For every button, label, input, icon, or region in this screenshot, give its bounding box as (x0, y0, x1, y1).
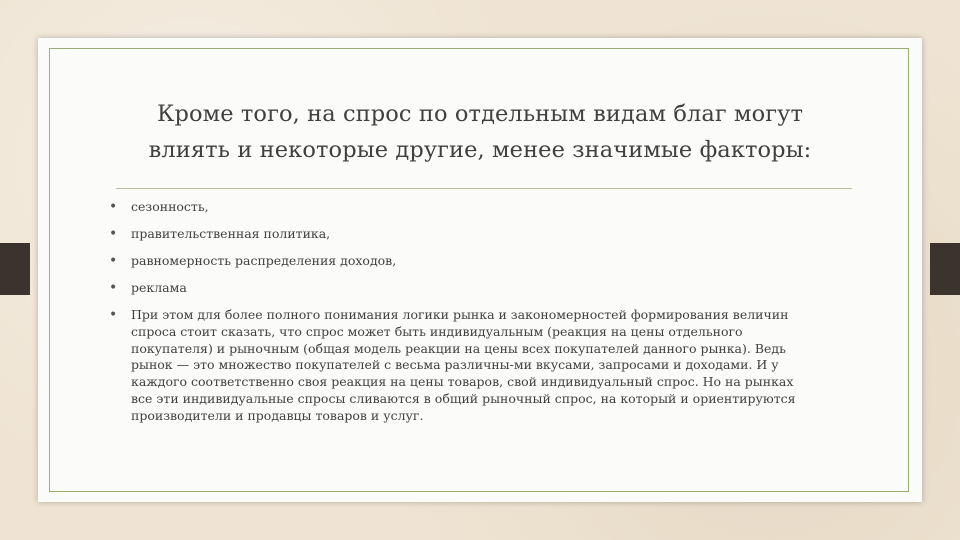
bullet-list (109, 199, 849, 425)
paragraph-line: рынок — это множество покупателей с весьма различны-ми вкусами, запросами и доходами. И у (131, 357, 779, 373)
paragraph-line: каждого соответственно своя реакция на цены товаров, свой индивидуальный спрос. Но на рынках (131, 374, 794, 390)
paragraph-line: производители и продавцы товаров и услуг. (131, 407, 424, 423)
bullet-icon: • (109, 253, 118, 269)
paragraph-line: спроса стоит сказать, что спрос может быть индивидуальным (реакция на цены отдельного (131, 323, 743, 339)
list-item (109, 280, 849, 307)
list-item (109, 253, 849, 280)
bullet-icon: • (109, 307, 118, 323)
bullet-icon: • (109, 226, 118, 242)
bullet-icon: • (109, 280, 118, 296)
left-side-accent (0, 243, 30, 295)
title-line: влиять и некоторые другие, менее значимые факторы: (148, 137, 812, 163)
title-line: Кроме того, на спрос по отдельным видам благ могут (156, 101, 804, 127)
bullet-icon: • (109, 199, 118, 215)
list-item (109, 199, 849, 226)
slide-title (100, 96, 860, 168)
list-item-text: сезонность, (131, 199, 209, 214)
paragraph-line: покупателя) и рыночным (общая модель реакции на цены всех покупателей данного рынка). Ведь (131, 340, 786, 356)
paragraph-line: При этом для более полного понимания логики рынка и закономерностей формирования величин (131, 307, 789, 322)
title-divider (116, 188, 852, 189)
list-item-paragraph (109, 307, 849, 425)
list-item-text: правительственная политика, (131, 226, 331, 241)
list-item (109, 226, 849, 253)
paragraph-line: все эти индивидуальные спросы сливаются в общий рыночный спрос, на который и ориентируются (131, 390, 796, 406)
list-item-text: равномерность распределения доходов, (131, 253, 397, 268)
right-side-accent (930, 243, 960, 295)
list-item-text: реклама (131, 280, 187, 295)
